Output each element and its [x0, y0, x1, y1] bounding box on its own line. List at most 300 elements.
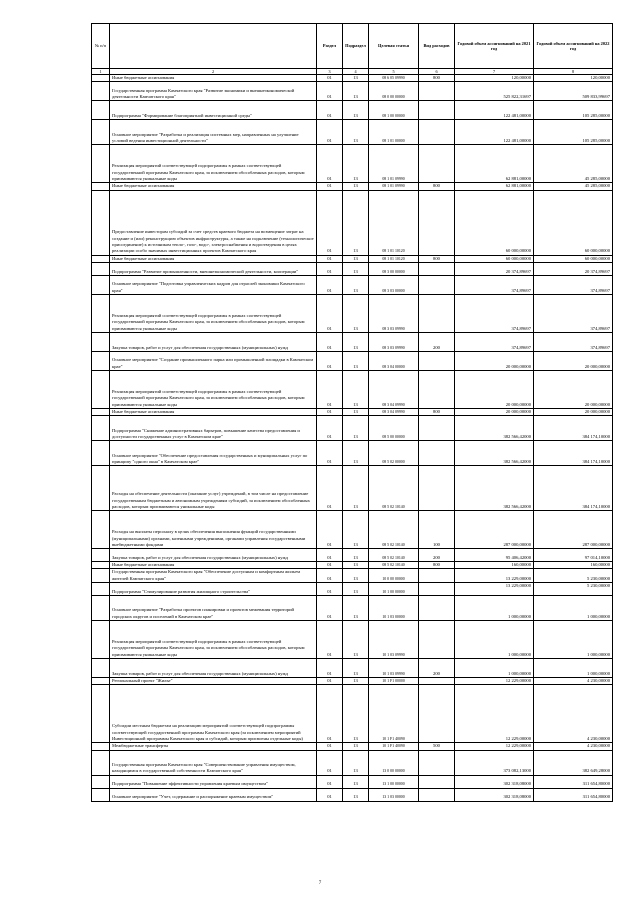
row-expense-type-cell [419, 416, 455, 441]
table-row [92, 190, 613, 255]
row-expense-type-cell [419, 466, 455, 511]
row-name-cell: Подпрограмма "Снижение административных барьеров, повышение качества предоставления и доступности государственных услуг в Камчатском крае" [110, 416, 317, 441]
row-volume-2022-cell: 384 174,10000 [534, 416, 613, 441]
row-volume-2021-cell: 12 229,00000 [455, 743, 534, 750]
row-expense-type-cell [419, 262, 455, 275]
row-volume-2021-cell: 20 374,89697 [455, 262, 534, 275]
row-subsection-cell: 13 [343, 183, 369, 190]
row-section-cell: 01 [317, 294, 343, 332]
row-volume-2021-cell: 382 566,42000 [455, 466, 534, 511]
row-target-article-cell: 08 1 01 10120 [369, 190, 419, 255]
row-name-cell: Основное мероприятие "Обеспечение предоставления государственных и муниципальных услуг по принципу "одного окна" в Камчатском крае" [110, 441, 317, 466]
table-row [92, 569, 613, 583]
row-expense-type-cell [419, 596, 455, 621]
row-subsection-cell: 13 [343, 659, 369, 678]
table-row [92, 101, 613, 120]
row-expense-type-cell [419, 750, 455, 775]
row-subsection-cell: 13 [343, 743, 369, 750]
table-row [92, 685, 613, 743]
column-index: 7 [455, 69, 534, 75]
row-section-cell: 01 [317, 596, 343, 621]
table-row [92, 416, 613, 441]
header-section: Раздел [317, 24, 343, 69]
row-volume-2022-cell: 374,89697 [534, 332, 613, 351]
row-subsection-cell: 13 [343, 511, 369, 549]
row-expense-type-cell [419, 678, 455, 685]
row-number-cell [92, 255, 110, 262]
row-target-article-cell: 08 3 03 09990 [369, 294, 419, 332]
table-row [92, 788, 613, 801]
header-number: № п/п [92, 24, 110, 69]
row-volume-2021-cell: 20 000,00000 [455, 351, 534, 370]
table-row [92, 466, 613, 511]
row-target-article-cell: 08 3 03 09990 [369, 332, 419, 351]
row-volume-2022-cell: 5 230,00000 [534, 583, 613, 596]
row-name-cell: Государственная программа Камчатского края "Развитие экономики и внешнеэкономической деятельности Камчатского края" [110, 82, 317, 101]
row-volume-2022-cell: 4 230,00000 [534, 685, 613, 743]
row-name-cell: Закупка товаров, работ и услуг для обеспечения государственных (муниципальных) нужд [110, 549, 317, 562]
row-number-cell [92, 441, 110, 466]
row-number-cell [92, 466, 110, 511]
row-volume-2021-cell: 60 000,00000 [455, 190, 534, 255]
row-volume-2022-cell: 60 000,00000 [534, 255, 613, 262]
row-expense-type-cell: 100 [419, 511, 455, 549]
row-volume-2021-cell: 62 881,00000 [455, 183, 534, 190]
row-volume-2021-cell: 13 229,00000 [455, 583, 534, 596]
row-volume-2022-cell: 311 654,80000 [534, 775, 613, 788]
table-row [92, 75, 613, 82]
row-subsection-cell: 13 [343, 775, 369, 788]
row-expense-type-cell: 200 [419, 659, 455, 678]
row-name-cell: Основное мероприятие "Подготовка управленческих кадров для отраслей экономики Камчатского края" [110, 275, 317, 294]
row-volume-2021-cell: 122 481,00000 [455, 120, 534, 145]
row-name-cell: Реализация мероприятий соответствующей подпрограммы в рамках соответствующей государственной программы Камчатского края, за исключением обособленных расходов, которым присваиваются уникальные коды [110, 294, 317, 332]
row-subsection-cell: 13 [343, 685, 369, 743]
column-index: 5 [369, 69, 419, 75]
column-index: 1 [92, 69, 110, 75]
row-number-cell [92, 685, 110, 743]
row-subsection-cell: 13 [343, 596, 369, 621]
row-subsection-cell: 13 [343, 416, 369, 441]
row-name-cell: Иные бюджетные ассигнования [110, 562, 317, 569]
row-subsection-cell: 13 [343, 569, 369, 583]
row-subsection-cell: 13 [343, 408, 369, 415]
table-row [92, 549, 613, 562]
row-target-article-cell: 10 1 00 00000 [369, 583, 419, 596]
row-volume-2021-cell: 382 566,42000 [455, 416, 534, 441]
row-target-article-cell: 13 0 00 00000 [369, 750, 419, 775]
row-section-cell: 01 [317, 583, 343, 596]
table-row [92, 511, 613, 549]
row-volume-2021-cell: 62 881,00000 [455, 145, 534, 183]
table-row [92, 351, 613, 370]
row-volume-2021-cell: 374,89697 [455, 275, 534, 294]
row-target-article-cell: 08 5 02 10140 [369, 549, 419, 562]
row-target-article-cell: 10 1 03 09990 [369, 659, 419, 678]
row-subsection-cell: 13 [343, 120, 369, 145]
row-volume-2021-cell: 12 229,00000 [455, 678, 534, 685]
row-number-cell [92, 416, 110, 441]
row-number-cell [92, 190, 110, 255]
header-subsection: Подраздел [343, 24, 369, 69]
row-number-cell [92, 294, 110, 332]
table-header [92, 24, 613, 75]
row-target-article-cell: 10 1 F1 40090 [369, 685, 419, 743]
row-volume-2022-cell: 120,00000 [534, 75, 613, 82]
row-volume-2021-cell: 12 229,00000 [455, 685, 534, 743]
row-expense-type-cell: 200 [419, 332, 455, 351]
table-row [92, 370, 613, 408]
row-section-cell: 01 [317, 743, 343, 750]
row-target-article-cell: 10 1 F1 40090 [369, 743, 419, 750]
row-name-cell: Реализация мероприятий соответствующей подпрограммы в рамках соответствующей государственной программы Камчатского края, за исключением обособленных расходов, которым присваиваются уникальные коды [110, 145, 317, 183]
table-row [92, 332, 613, 351]
row-volume-2022-cell: 4 230,00000 [534, 678, 613, 685]
row-target-article-cell: 08 5 02 10140 [369, 466, 419, 511]
row-name-cell: Межбюджетные трансферты [110, 743, 317, 750]
row-number-cell [92, 621, 110, 659]
row-volume-2021-cell: 20 000,00000 [455, 370, 534, 408]
row-volume-2021-cell: 160,00000 [455, 562, 534, 569]
row-subsection-cell: 13 [343, 750, 369, 775]
row-subsection-cell: 13 [343, 82, 369, 101]
row-number-cell [92, 583, 110, 596]
row-name-cell: Подпрограмма "Стимулирование развития жилищного строительства" [110, 583, 317, 596]
row-section-cell: 01 [317, 466, 343, 511]
row-target-article-cell: 08 5 02 10140 [369, 562, 419, 569]
row-volume-2022-cell: 509 833,99697 [534, 82, 613, 101]
row-section-cell: 01 [317, 788, 343, 801]
row-subsection-cell: 13 [343, 788, 369, 801]
row-subsection-cell: 13 [343, 275, 369, 294]
row-section-cell: 01 [317, 511, 343, 549]
column-index: 6 [419, 69, 455, 75]
row-name-cell: Подпрограмма "Формирование благоприятной инвестиционной среды" [110, 101, 317, 120]
row-section-cell: 01 [317, 255, 343, 262]
row-volume-2021-cell: 374,89697 [455, 294, 534, 332]
page-number: 7 [318, 881, 322, 886]
row-volume-2021-cell: 302 318,08000 [455, 788, 534, 801]
row-expense-type-cell: 800 [419, 75, 455, 82]
row-subsection-cell: 13 [343, 562, 369, 569]
row-number-cell [92, 275, 110, 294]
row-number-cell [92, 562, 110, 569]
row-expense-type-cell [419, 190, 455, 255]
row-subsection-cell: 13 [343, 466, 369, 511]
row-section-cell: 01 [317, 145, 343, 183]
row-subsection-cell: 13 [343, 332, 369, 351]
row-name-cell: Подпрограмма "Повышение эффективности управления краевым имуществом" [110, 775, 317, 788]
row-section-cell: 01 [317, 275, 343, 294]
row-subsection-cell: 13 [343, 351, 369, 370]
row-expense-type-cell [419, 101, 455, 120]
row-section-cell: 01 [317, 678, 343, 685]
row-section-cell: 01 [317, 262, 343, 275]
row-target-article-cell: 08 5 00 00000 [369, 416, 419, 441]
row-name-cell: Региональный проект "Жилье" [110, 678, 317, 685]
table-row [92, 82, 613, 101]
row-number-cell [92, 101, 110, 120]
row-target-article-cell: 13 1 03 00000 [369, 788, 419, 801]
row-subsection-cell: 13 [343, 621, 369, 659]
row-subsection-cell: 13 [343, 145, 369, 183]
row-number-cell [92, 120, 110, 145]
row-volume-2022-cell: 4 230,00000 [534, 743, 613, 750]
row-name-cell: Основное мероприятие "Учет, содержание и распоряжение краевым имуществом" [110, 788, 317, 801]
row-name-cell: Предоставление инвесторам субсидий за счет средств краевого бюджета на возмещение затрат на создание и (или) реконструкцию объектов инфраструктуры, а также на подключение (технологическое присоединение) к источникам тепло-, газо-, водо-, электроснабжения и водоотведения в целях реализации особо значимых инвестиционных проектов Камчатского края [110, 190, 317, 255]
table-row [92, 743, 613, 750]
row-section-cell: 01 [317, 775, 343, 788]
row-name-cell: Государственная программа Камчатского края "Совершенствование управления имуществом, находящимся в государственной собственности Камчатского края" [110, 750, 317, 775]
row-expense-type-cell [419, 370, 455, 408]
row-section-cell: 01 [317, 75, 343, 82]
row-target-article-cell: 08 3 04 09990 [369, 408, 419, 415]
row-volume-2021-cell: 95 406,42000 [455, 549, 534, 562]
row-volume-2022-cell: 384 174,10000 [534, 466, 613, 511]
header-target-article: Целевая статья [369, 24, 419, 69]
row-number-cell [92, 183, 110, 190]
row-volume-2021-cell: 1 000,00000 [455, 659, 534, 678]
row-section-cell: 01 [317, 370, 343, 408]
row-target-article-cell: 08 1 00 00000 [369, 101, 419, 120]
row-name-cell: Субсидии местным бюджетам на реализацию мероприятий соответствующей подпрограммы соответствующей государственной программы Камчатского края (за исключением мероприятий Инвестиционной программы Камчатского края и субсидий, которым присвоены отдельные коды) [110, 685, 317, 743]
row-volume-2022-cell: 374,89697 [534, 275, 613, 294]
row-volume-2021-cell: 373 082,13000 [455, 750, 534, 775]
row-target-article-cell: 10 0 00 00000 [369, 569, 419, 583]
table-row [92, 678, 613, 685]
row-volume-2021-cell: 302 318,08000 [455, 775, 534, 788]
row-name-cell: Основное мероприятие "Разработка и реализация системных мер, направленных на улучшение условий ведения инвестиционной деятельности" [110, 120, 317, 145]
row-number-cell [92, 75, 110, 82]
row-volume-2022-cell: 20 000,00000 [534, 370, 613, 408]
row-target-article-cell: 08 0 00 00000 [369, 82, 419, 101]
row-section-cell: 01 [317, 183, 343, 190]
table-row [92, 562, 613, 569]
row-volume-2021-cell: 60 000,00000 [455, 255, 534, 262]
row-number-cell [92, 569, 110, 583]
row-number-cell [92, 596, 110, 621]
row-volume-2022-cell: 384 174,10000 [534, 441, 613, 466]
row-expense-type-cell: 800 [419, 408, 455, 415]
row-subsection-cell: 13 [343, 370, 369, 408]
row-name-cell: Расходы на обеспечение деятельности (оказание услуг) учреждений, в том числе на предоставление государственным бюджетным и автономным учреждениям субсидий, за исключением обособленных расходов, которым присваиваются уникальные коды [110, 466, 317, 511]
row-name-cell: Основное мероприятие "Разработка проектов планировки и проектов межевания территорий городских округов и поселений в Камчатском крае" [110, 596, 317, 621]
row-target-article-cell: 08 5 02 00000 [369, 441, 419, 466]
row-expense-type-cell [419, 583, 455, 596]
row-section-cell: 01 [317, 441, 343, 466]
row-expense-type-cell [419, 145, 455, 183]
table-row [92, 750, 613, 775]
row-subsection-cell: 13 [343, 441, 369, 466]
row-name-cell: Реализация мероприятий соответствующей подпрограммы в рамках соответствующей государственной программы Камчатского края, за исключением обособленных расходов, которым присваиваются уникальные коды [110, 370, 317, 408]
row-subsection-cell: 13 [343, 549, 369, 562]
row-expense-type-cell [419, 788, 455, 801]
row-section-cell: 01 [317, 120, 343, 145]
row-volume-2022-cell: 5 230,00000 [534, 569, 613, 583]
row-number-cell [92, 659, 110, 678]
column-index: 2 [110, 69, 317, 75]
row-target-article-cell: 08 3 04 09990 [369, 370, 419, 408]
row-number-cell [92, 370, 110, 408]
row-section-cell: 01 [317, 416, 343, 441]
row-name-cell: Реализация мероприятий соответствующей подпрограммы в рамках соответствующей государственной программы Камчатского края, за исключением обособленных расходов, которым присваиваются уникальные коды [110, 621, 317, 659]
row-section-cell: 01 [317, 621, 343, 659]
row-subsection-cell: 13 [343, 262, 369, 275]
row-target-article-cell: 08 3 03 00000 [369, 275, 419, 294]
row-volume-2022-cell: 287 000,00000 [534, 511, 613, 549]
table-row [92, 294, 613, 332]
row-section-cell: 01 [317, 101, 343, 120]
row-section-cell: 01 [317, 750, 343, 775]
row-section-cell: 01 [317, 190, 343, 255]
row-volume-2022-cell: 1 000,00000 [534, 659, 613, 678]
row-number-cell [92, 351, 110, 370]
row-volume-2022-cell: 105 285,00000 [534, 101, 613, 120]
row-expense-type-cell [419, 621, 455, 659]
table-body [92, 75, 613, 802]
table-row [92, 775, 613, 788]
row-subsection-cell: 13 [343, 255, 369, 262]
row-subsection-cell: 13 [343, 583, 369, 596]
table-row [92, 275, 613, 294]
row-volume-2022-cell: 20 000,00000 [534, 351, 613, 370]
row-name-cell: Основное мероприятие "Создание промышленного парка или промышленной площадки в Камчатском крае" [110, 351, 317, 370]
table-row [92, 183, 613, 190]
row-section-cell: 01 [317, 562, 343, 569]
row-expense-type-cell: 200 [419, 549, 455, 562]
row-volume-2022-cell: 1 000,00000 [534, 596, 613, 621]
row-volume-2022-cell: 60 000,00000 [534, 190, 613, 255]
row-number-cell [92, 743, 110, 750]
budget-document [91, 23, 612, 802]
budget-table [91, 23, 613, 802]
row-subsection-cell: 13 [343, 75, 369, 82]
row-number-cell [92, 775, 110, 788]
row-number-cell [92, 678, 110, 685]
row-expense-type-cell [419, 441, 455, 466]
row-volume-2022-cell: 105 285,00000 [534, 120, 613, 145]
row-name-cell: Иные бюджетные ассигнования [110, 255, 317, 262]
row-expense-type-cell [419, 569, 455, 583]
row-number-cell [92, 82, 110, 101]
row-target-article-cell: 08 6 05 09990 [369, 75, 419, 82]
row-target-article-cell: 10 1 03 00000 [369, 596, 419, 621]
row-target-article-cell: 08 1 01 09990 [369, 183, 419, 190]
row-volume-2021-cell: 1 000,00000 [455, 621, 534, 659]
header-volume-2022: Годовой объем ассигнований на 2022 год [534, 24, 613, 69]
row-expense-type-cell: 800 [419, 562, 455, 569]
row-volume-2022-cell: 1 000,00000 [534, 621, 613, 659]
header-volume-2021: Годовой объем ассигнований на 2021 год [455, 24, 534, 69]
row-target-article-cell: 13 1 00 00000 [369, 775, 419, 788]
row-name-cell: Государственная программа Камчатского края "Обеспечение доступным и комфортным жильем жителей Камчатского края" [110, 569, 317, 583]
row-volume-2022-cell: 97 014,10000 [534, 549, 613, 562]
row-volume-2021-cell: 525 822,31697 [455, 82, 534, 101]
row-number-cell [92, 408, 110, 415]
row-name-cell: Иные бюджетные ассигнования [110, 408, 317, 415]
row-expense-type-cell: 800 [419, 183, 455, 190]
table-row [92, 255, 613, 262]
row-subsection-cell: 13 [343, 294, 369, 332]
row-section-cell: 01 [317, 685, 343, 743]
row-section-cell: 01 [317, 408, 343, 415]
row-expense-type-cell [419, 275, 455, 294]
row-expense-type-cell [419, 351, 455, 370]
row-section-cell: 01 [317, 659, 343, 678]
row-target-article-cell: 10 1 F1 00000 [369, 678, 419, 685]
row-section-cell: 01 [317, 82, 343, 101]
row-subsection-cell: 13 [343, 190, 369, 255]
row-expense-type-cell [419, 685, 455, 743]
row-target-article-cell: 08 5 02 10140 [369, 511, 419, 549]
row-number-cell [92, 262, 110, 275]
row-volume-2022-cell: 20 374,89697 [534, 262, 613, 275]
row-expense-type-cell [419, 775, 455, 788]
table-row [92, 596, 613, 621]
row-volume-2022-cell: 311 654,80000 [534, 788, 613, 801]
row-volume-2022-cell: 382 649,28000 [534, 750, 613, 775]
row-volume-2022-cell: 45 285,00000 [534, 145, 613, 183]
row-target-article-cell: 08 3 00 00000 [369, 262, 419, 275]
row-section-cell: 01 [317, 351, 343, 370]
row-volume-2021-cell: 374,89697 [455, 332, 534, 351]
row-name-cell: Расходы на выплаты персоналу в целях обеспечения выполнения функций государственными (муниципальными) органами, казенными учреждениями, органами управления государственными внебюджетными фондами [110, 511, 317, 549]
column-index: 4 [343, 69, 369, 75]
row-name-cell: Подпрограмма "Развитие промышленности, внешнеэкономической деятельности, кооперации" [110, 262, 317, 275]
row-number-cell [92, 332, 110, 351]
row-number-cell [92, 788, 110, 801]
column-index: 3 [317, 69, 343, 75]
row-section-cell: 01 [317, 332, 343, 351]
row-expense-type-cell [419, 294, 455, 332]
row-expense-type-cell: 500 [419, 743, 455, 750]
row-section-cell: 01 [317, 569, 343, 583]
row-volume-2022-cell: 20 000,00000 [534, 408, 613, 415]
row-subsection-cell: 13 [343, 101, 369, 120]
row-name-cell: Иные бюджетные ассигнования [110, 183, 317, 190]
row-section-cell: 01 [317, 549, 343, 562]
table-row [92, 621, 613, 659]
row-target-article-cell: 08 1 01 10120 [369, 255, 419, 262]
row-name-cell: Закупка товаров, работ и услуг для обеспечения государственных (муниципальных) нужд [110, 332, 317, 351]
row-target-article-cell: 10 1 03 09990 [369, 621, 419, 659]
row-volume-2022-cell: 45 285,00000 [534, 183, 613, 190]
row-volume-2022-cell: 160,00000 [534, 562, 613, 569]
row-expense-type-cell [419, 120, 455, 145]
table-row [92, 583, 613, 596]
row-volume-2021-cell: 382 566,42000 [455, 441, 534, 466]
table-row [92, 441, 613, 466]
table-row [92, 145, 613, 183]
table-row [92, 120, 613, 145]
table-row [92, 659, 613, 678]
header-name [110, 24, 317, 69]
row-volume-2021-cell: 13 229,00000 [455, 569, 534, 583]
row-volume-2021-cell: 20 000,00000 [455, 408, 534, 415]
row-name-cell: Иные бюджетные ассигнования [110, 75, 317, 82]
row-volume-2021-cell: 287 000,00000 [455, 511, 534, 549]
row-target-article-cell: 08 3 04 00000 [369, 351, 419, 370]
row-number-cell [92, 145, 110, 183]
row-number-cell [92, 511, 110, 549]
row-number-cell [92, 549, 110, 562]
row-volume-2021-cell: 120,00000 [455, 75, 534, 82]
row-expense-type-cell: 800 [419, 255, 455, 262]
table-row [92, 408, 613, 415]
row-name-cell: Закупка товаров, работ и услуг для обеспечения государственных (муниципальных) нужд [110, 659, 317, 678]
row-volume-2021-cell: 122 481,00000 [455, 101, 534, 120]
row-subsection-cell: 13 [343, 678, 369, 685]
